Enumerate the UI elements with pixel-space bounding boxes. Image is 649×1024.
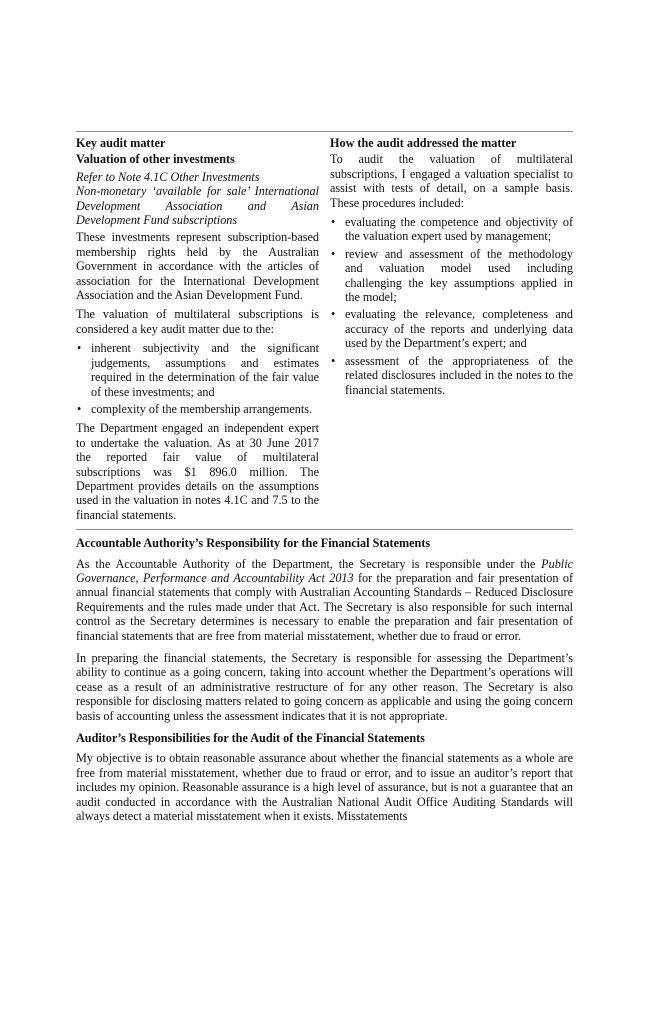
paragraph-text: for the preparation and fair presentation of annual financial statements that comply with Australian Accounting Standards – Reduced Disclosure Requirements and the rules made under that Act. The Secretary is also responsible for such internal control as the Secretary determines is necessary to enable the preparation and fair presentation of financial statements that are free from material misstatement, whether due to fraud or error. bbox=[76, 570, 573, 643]
response-paragraph: To audit the valuation of multilateral subscriptions, I engaged a valuation specialist to assist with tests of detail, on a sample basis. These procedures included: bbox=[330, 152, 573, 210]
note-reference: Refer to Note 4.1C Other Investments bbox=[76, 169, 260, 184]
accountable-authority-paragraph-2: In preparing the financial statements, the Secretary is responsible for assessing the Department’s ability to continue as a going concern, taking into account whether the Department’s operations will cease as a result of an administrative restructure of for any other reason. The Secretary is also responsible for disclosing matters related to going concern as applicable and using the going concern basis of accounting unless the assessment indicates that it is not appropriate. bbox=[76, 651, 573, 723]
accountable-authority-heading: Accountable Authority’s Responsibility for the Financial Statements bbox=[76, 536, 431, 551]
procedures-bullet-list bbox=[330, 215, 573, 397]
matter-subheading: Valuation of other investments bbox=[76, 152, 235, 167]
paragraph-text: As the Accountable Authority of the Department, the Secretary is responsible under the bbox=[76, 556, 542, 571]
accountable-authority-paragraph-1 bbox=[76, 557, 573, 643]
key-audit-matter-table bbox=[76, 132, 573, 529]
list-item: • evaluating the relevance, completeness and accuracy of the reports and underlying data used by the Department’s expert; and bbox=[330, 307, 573, 350]
list-item: • evaluating the competence and objectivity of the valuation expert used by management; bbox=[330, 215, 573, 244]
audit-response-column bbox=[330, 136, 573, 527]
table-bottom-rule bbox=[76, 529, 573, 530]
auditor-responsibilities-paragraph: My objective is to obtain reasonable assurance about whether the financial statements as a whole are free from material misstatement, whether due to fraud or error, and to issue an auditor’s report that includes my opinion. Reasonable assurance is a high level of assurance, but is not a guarantee that an audit conducted in accordance with the Australian National Audit Office Auditing Standards will always detect a material misstatement when it exists. Misstatements bbox=[76, 751, 573, 824]
list-item: • review and assessment of the methodology and valuation model used including challenging the key assumptions applied in the model; bbox=[330, 247, 573, 305]
key-audit-matter-column bbox=[76, 136, 319, 527]
act-title: Public Governance, Performance and Accountability Act 2013 bbox=[76, 556, 573, 585]
right-column-header: How the audit addressed the matter bbox=[330, 136, 517, 150]
list-item: • complexity of the membership arrangements. bbox=[76, 402, 319, 416]
list-item: • assessment of the appropriateness of the related disclosures included in the notes to the financial statements. bbox=[330, 354, 573, 397]
matter-paragraph-1: These investments represent subscription-based membership rights held by the Australian Government in accordance with the articles of association for the International Development Association and the Asian Development Fund. bbox=[76, 230, 319, 303]
matter-bullet-list bbox=[76, 341, 319, 416]
list-item: • inherent subjectivity and the significant judgements, assumptions and estimates required in the determination of the fair value of these investments; and bbox=[76, 341, 319, 399]
document-page bbox=[76, 131, 573, 831]
matter-paragraph-2: The valuation of multilateral subscriptions is considered a key audit matter due to the: bbox=[76, 307, 319, 336]
left-column-header: Key audit matter bbox=[76, 136, 166, 150]
matter-paragraph-3: The Department engaged an independent expert to undertake the valuation. As at 30 June 2017 the reported fair value of multilateral subscriptions was $1 896.0 million. The Department provides details on the assumptions used in the valuation in notes 4.1C and 7.5 to the financial statements. bbox=[76, 421, 319, 522]
auditor-responsibilities-heading: Auditor’s Responsibilities for the Audit of the Financial Statements bbox=[76, 731, 425, 746]
investment-description: Non-monetary ‘available for sale’ International Development Association and Asian Development Fund subscriptions bbox=[76, 184, 319, 228]
